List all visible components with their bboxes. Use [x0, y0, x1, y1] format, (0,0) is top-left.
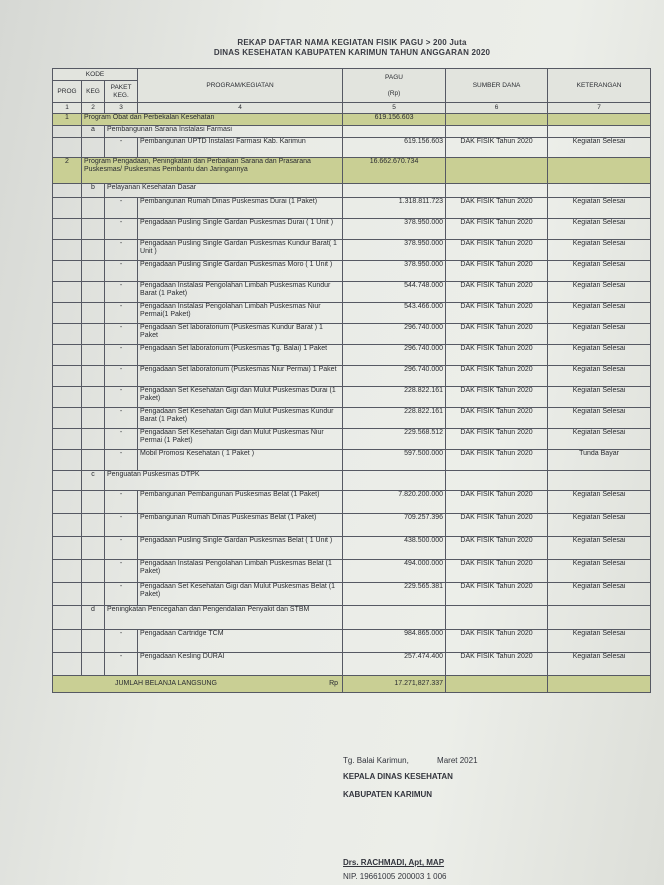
- keg-empty: [82, 387, 105, 408]
- prog-empty: [53, 303, 82, 324]
- program-ket-empty: [548, 158, 651, 184]
- item-pagu: 378.950.000: [343, 219, 446, 240]
- kegiatan-pagu-empty: [343, 184, 446, 198]
- prog-empty: [53, 387, 82, 408]
- prog-code: 2: [53, 158, 82, 184]
- item-sumber-dana: DAK FISIK Tahun 2020: [446, 324, 548, 345]
- item-sumber-dana: DAK FISIK Tahun 2020: [446, 366, 548, 387]
- item-pagu: 619.156.603: [343, 138, 446, 158]
- rekap-body: [53, 114, 651, 676]
- keg-code: b: [82, 184, 105, 198]
- paket-dash: -: [105, 282, 138, 303]
- item-sumber-dana: DAK FISIK Tahun 2020: [446, 240, 548, 261]
- item-keterangan: Kegiatan Selesai: [548, 408, 651, 429]
- item-name: Pengadaan Set Kesehatan Gigi dan Mulut Puskesmas Durai (1 Paket): [138, 387, 343, 408]
- footer-place: Tg. Balai Karimun,: [343, 756, 409, 765]
- header-kode: KODE: [53, 69, 138, 81]
- item-sumber-dana: DAK FISIK Tahun 2020: [446, 138, 548, 158]
- keg-empty: [82, 240, 105, 261]
- item-keterangan: Kegiatan Selesai: [548, 630, 651, 653]
- prog-empty: [53, 429, 82, 450]
- paket-dash: -: [105, 450, 138, 471]
- signatory-nip: NIP. 19661005 200003 1 006: [343, 872, 447, 881]
- total-label-cell: [53, 676, 343, 693]
- table-row: [53, 514, 651, 537]
- item-pagu: 438.500.000: [343, 537, 446, 560]
- item-keterangan: Kegiatan Selesai: [548, 560, 651, 583]
- prog-empty: [53, 240, 82, 261]
- prog-empty: [53, 366, 82, 387]
- header-num-4: 4: [138, 103, 343, 114]
- table-row: [53, 240, 651, 261]
- paket-dash: -: [105, 583, 138, 606]
- kegiatan-name: Pelayanan Kesehatan Dasar: [105, 184, 343, 198]
- program-pagu: 16.662.670.734: [343, 158, 446, 184]
- kegiatan-pagu-empty: [343, 126, 446, 138]
- keg-empty: [82, 653, 105, 676]
- program-sumber-empty: [446, 114, 548, 126]
- program-sumber-empty: [446, 158, 548, 184]
- prog-empty: [53, 514, 82, 537]
- prog-empty: [53, 324, 82, 345]
- table-row: [53, 491, 651, 514]
- header-num-7: 7: [548, 103, 651, 114]
- paket-dash: -: [105, 261, 138, 282]
- prog-empty: [53, 491, 82, 514]
- paket-dash: -: [105, 491, 138, 514]
- item-pagu: 229.568.512: [343, 429, 446, 450]
- footer-position-1: KEPALA DINAS KESEHATAN: [343, 772, 453, 781]
- prog-empty: [53, 261, 82, 282]
- item-pagu: 228.822.161: [343, 387, 446, 408]
- keg-empty: [82, 537, 105, 560]
- footer-position-2: KABUPATEN KARIMUN: [343, 790, 433, 799]
- keg-empty: [82, 429, 105, 450]
- item-name: Pengadaan Kesling DURAI: [138, 653, 343, 676]
- paket-dash: -: [105, 387, 138, 408]
- item-sumber-dana: DAK FISIK Tahun 2020: [446, 198, 548, 219]
- header-keg: KEG: [82, 81, 105, 103]
- header-prog: PROG: [53, 81, 82, 103]
- item-sumber-dana: DAK FISIK Tahun 2020: [446, 653, 548, 676]
- item-name: Pembangunan Rumah Dinas Puskesmas Belat (1 Paket): [138, 514, 343, 537]
- program-row: [53, 158, 651, 184]
- item-keterangan: Kegiatan Selesai: [548, 198, 651, 219]
- prog-empty: [53, 408, 82, 429]
- prog-empty: [53, 282, 82, 303]
- kegiatan-pagu-empty: [343, 606, 446, 630]
- paket-dash: -: [105, 429, 138, 450]
- item-keterangan: Kegiatan Selesai: [548, 138, 651, 158]
- kegiatan-ket-empty: [548, 606, 651, 630]
- item-sumber-dana: DAK FISIK Tahun 2020: [446, 429, 548, 450]
- table-row: [53, 450, 651, 471]
- item-keterangan: Kegiatan Selesai: [548, 583, 651, 606]
- item-sumber-dana: DAK FISIK Tahun 2020: [446, 514, 548, 537]
- program-name: Program Obat dan Perbekalan Kesehatan: [82, 114, 343, 126]
- kegiatan-name: Peningkatan Pencegahan dan Pengendalian Penyakit dan STBM: [105, 606, 343, 630]
- prog-empty: [53, 184, 82, 198]
- kegiatan-ket-empty: [548, 184, 651, 198]
- prog-empty: [53, 653, 82, 676]
- kegiatan-row: [53, 606, 651, 630]
- kegiatan-sumber-empty: [446, 606, 548, 630]
- item-pagu: 378.950.000: [343, 261, 446, 282]
- item-name: Pengadaan Instalasi Pengolahan Limbah Puskesmas Belat (1 Paket): [138, 560, 343, 583]
- item-sumber-dana: DAK FISIK Tahun 2020: [446, 345, 548, 366]
- prog-empty: [53, 138, 82, 158]
- signatory-name: Drs. RACHMADI, Apt, MAP: [343, 858, 445, 867]
- keg-empty: [82, 138, 105, 158]
- item-sumber-dana: DAK FISIK Tahun 2020: [446, 303, 548, 324]
- item-name: Pengadaan Set Kesehatan Gigi dan Mulut Puskesmas Belat (1 Paket): [138, 583, 343, 606]
- item-name: Pengadaan Pusling Single Gardan Puskesmas Durai ( 1 Unit ): [138, 219, 343, 240]
- item-keterangan: Kegiatan Selesai: [548, 491, 651, 514]
- header-paket-keg: PAKET KEG.: [105, 81, 138, 103]
- table-row: [53, 138, 651, 158]
- prog-empty: [53, 630, 82, 653]
- table-row: [53, 219, 651, 240]
- table-row: [53, 630, 651, 653]
- item-keterangan: Kegiatan Selesai: [548, 366, 651, 387]
- paket-dash: -: [105, 653, 138, 676]
- keg-code: c: [82, 471, 105, 491]
- item-name: Pembangunan Rumah Dinas Puskesmas Durai (1 Paket): [138, 198, 343, 219]
- item-name: Pengadaan Pusling Single Gardan Puskesmas Moro ( 1 Unit ): [138, 261, 343, 282]
- item-keterangan: Kegiatan Selesai: [548, 282, 651, 303]
- kegiatan-pagu-empty: [343, 471, 446, 491]
- keg-empty: [82, 219, 105, 240]
- item-pagu: 229.565.381: [343, 583, 446, 606]
- table-row: [53, 261, 651, 282]
- document-title: REKAP DAFTAR NAMA KEGIATAN FISIK PAGU > 200 Juta: [237, 38, 467, 47]
- keg-code: a: [82, 126, 105, 138]
- header-sumber-dana: SUMBER DANA: [446, 69, 548, 103]
- kegiatan-sumber-empty: [446, 126, 548, 138]
- item-sumber-dana: DAK FISIK Tahun 2020: [446, 219, 548, 240]
- item-keterangan: Kegiatan Selesai: [548, 219, 651, 240]
- keg-empty: [82, 630, 105, 653]
- item-sumber-dana: DAK FISIK Tahun 2020: [446, 560, 548, 583]
- header-pagu-label: PAGU: [385, 73, 403, 81]
- item-pagu: 228.822.161: [343, 408, 446, 429]
- paket-dash: -: [105, 219, 138, 240]
- item-keterangan: Kegiatan Selesai: [548, 261, 651, 282]
- prog-empty: [53, 219, 82, 240]
- item-sumber-dana: DAK FISIK Tahun 2020: [446, 261, 548, 282]
- paket-dash: -: [105, 240, 138, 261]
- kegiatan-ket-empty: [548, 471, 651, 491]
- keg-empty: [82, 282, 105, 303]
- item-sumber-dana: DAK FISIK Tahun 2020: [446, 408, 548, 429]
- prog-empty: [53, 537, 82, 560]
- document-subtitle: DINAS KESEHATAN KABUPATEN KARIMUN TAHUN ANGGARAN 2020: [213, 48, 491, 57]
- table-row: [53, 408, 651, 429]
- total-label: JUMLAH BELANJA LANGSUNG: [115, 680, 217, 687]
- prog-empty: [53, 198, 82, 219]
- item-name: Pengadaan Set laboratorium (Puskesmas Kundur Barat ) 1 Paket: [138, 324, 343, 345]
- prog-empty: [53, 345, 82, 366]
- item-sumber-dana: DAK FISIK Tahun 2020: [446, 537, 548, 560]
- total-value: 17.271,827.337: [343, 676, 446, 693]
- header-program-kegiatan: PROGRAM/KEGIATAN: [138, 69, 343, 103]
- table-row: [53, 198, 651, 219]
- item-name: Pengadaan Set laboratorium (Puskesmas Tg. Balai) 1 Paket: [138, 345, 343, 366]
- kegiatan-row: [53, 184, 651, 198]
- keg-empty: [82, 261, 105, 282]
- total-currency: Rp: [329, 680, 339, 687]
- header-pagu: [343, 69, 446, 103]
- table-row: [53, 429, 651, 450]
- table-row: [53, 324, 651, 345]
- keg-empty: [82, 408, 105, 429]
- table-row: [53, 560, 651, 583]
- item-name: Pengadaan Instalasi Pengolahan Limbah Puskesmas Niur Permai(1 Paket): [138, 303, 343, 324]
- item-keterangan: Kegiatan Selesai: [548, 324, 651, 345]
- kegiatan-sumber-empty: [446, 184, 548, 198]
- item-keterangan: Kegiatan Selesai: [548, 387, 651, 408]
- prog-empty: [53, 583, 82, 606]
- table-row: [53, 387, 651, 408]
- item-name: Pengadaan Cartridge TCM: [138, 630, 343, 653]
- item-pagu: 7.820.200.000: [343, 491, 446, 514]
- keg-empty: [82, 583, 105, 606]
- item-pagu: 378.950.000: [343, 240, 446, 261]
- item-name: Pembangunan UPTD Instalasi Farmasi Kab. Karimun: [138, 138, 343, 158]
- item-sumber-dana: DAK FISIK Tahun 2020: [446, 387, 548, 408]
- item-pagu: 709.257.396: [343, 514, 446, 537]
- item-name: Pembangunan Pembangunan Puskesmas Belat (1 Paket): [138, 491, 343, 514]
- item-keterangan: Kegiatan Selesai: [548, 303, 651, 324]
- item-name: Pengadaan Set Kesehatan Gigi dan Mulut Puskesmas Niur Permai (1 Paket): [138, 429, 343, 450]
- program-row: [53, 114, 651, 126]
- keg-empty: [82, 560, 105, 583]
- paket-dash: -: [105, 198, 138, 219]
- keg-empty: [82, 366, 105, 387]
- item-keterangan: Kegiatan Selesai: [548, 345, 651, 366]
- table-row: [53, 583, 651, 606]
- paket-dash: -: [105, 630, 138, 653]
- item-sumber-dana: DAK FISIK Tahun 2020: [446, 630, 548, 653]
- item-name: Pengadaan Set Kesehatan Gigi dan Mulut Puskesmas Kundur Barat (1 Paket): [138, 408, 343, 429]
- paket-dash: -: [105, 514, 138, 537]
- header-keterangan: KETERANGAN: [548, 69, 651, 103]
- item-sumber-dana: DAK FISIK Tahun 2020: [446, 491, 548, 514]
- paket-dash: -: [105, 345, 138, 366]
- item-keterangan: Kegiatan Selesai: [548, 240, 651, 261]
- prog-empty: [53, 606, 82, 630]
- header-num-6: 6: [446, 103, 548, 114]
- item-keterangan: Kegiatan Selesai: [548, 537, 651, 560]
- header-num-1: 1: [53, 103, 82, 114]
- paket-dash: -: [105, 303, 138, 324]
- kegiatan-ket-empty: [548, 126, 651, 138]
- item-sumber-dana: DAK FISIK Tahun 2020: [446, 282, 548, 303]
- item-pagu: 257.474.400: [343, 653, 446, 676]
- item-keterangan: Tunda Bayar: [548, 450, 651, 471]
- footer-place-date: [343, 756, 478, 765]
- program-name: Program Pengadaan, Peningkatan dan Perbaikan Sarana dan Prasarana Puskesmas/ Puskesmas Pembantu dan Jaringannya: [82, 158, 343, 184]
- paket-dash: -: [105, 537, 138, 560]
- kegiatan-row: [53, 471, 651, 491]
- item-name: Pengadaan Pusling Single Gardan Puskesmas Kundur Barat( 1 Unit ): [138, 240, 343, 261]
- table-row: [53, 345, 651, 366]
- paket-dash: -: [105, 138, 138, 158]
- item-name: Pengadaan Pusling Single Gardan Puskesmas Belat ( 1 Unit ): [138, 537, 343, 560]
- kegiatan-name: Pembangunan Sarana Instalasi Farmasi: [105, 126, 343, 138]
- paket-dash: -: [105, 560, 138, 583]
- table-row: [53, 282, 651, 303]
- item-name: Pengadaan Set laboratorium (Puskesmas Niur Permai) 1 Paket: [138, 366, 343, 387]
- paket-dash: -: [105, 408, 138, 429]
- paket-dash: -: [105, 324, 138, 345]
- header-num-2: 2: [82, 103, 105, 114]
- keg-empty: [82, 198, 105, 219]
- header-num-3: 3: [105, 103, 138, 114]
- kegiatan-name: Penguatan Puskesmas DTPK: [105, 471, 343, 491]
- paket-dash: -: [105, 366, 138, 387]
- item-pagu: 1.318.811.723: [343, 198, 446, 219]
- item-sumber-dana: DAK FISIK Tahun 2020: [446, 450, 548, 471]
- item-pagu: 543.466.000: [343, 303, 446, 324]
- item-pagu: 544.748.000: [343, 282, 446, 303]
- table-row: [53, 303, 651, 324]
- keg-empty: [82, 303, 105, 324]
- keg-empty: [82, 450, 105, 471]
- item-keterangan: Kegiatan Selesai: [548, 429, 651, 450]
- header-num-5: 5: [343, 103, 446, 114]
- kegiatan-sumber-empty: [446, 471, 548, 491]
- keg-empty: [82, 345, 105, 366]
- keg-empty: [82, 491, 105, 514]
- table-row: [53, 537, 651, 560]
- footer-month-year: Maret 2021: [437, 756, 478, 765]
- prog-empty: [53, 471, 82, 491]
- rekap-table: [52, 68, 651, 693]
- table-row: [53, 366, 651, 387]
- item-pagu: 296.740.000: [343, 345, 446, 366]
- prog-empty: [53, 126, 82, 138]
- prog-code: 1: [53, 114, 82, 126]
- header-pagu-unit: (Rp): [387, 89, 401, 97]
- item-pagu: 597.500.000: [343, 450, 446, 471]
- item-pagu: 494.000.000: [343, 560, 446, 583]
- item-sumber-dana: DAK FISIK Tahun 2020: [446, 583, 548, 606]
- prog-empty: [53, 560, 82, 583]
- table-row: [53, 653, 651, 676]
- total-empty-ket: [548, 676, 651, 693]
- keg-empty: [82, 324, 105, 345]
- item-keterangan: Kegiatan Selesai: [548, 653, 651, 676]
- item-pagu: 296.740.000: [343, 366, 446, 387]
- item-keterangan: Kegiatan Selesai: [548, 514, 651, 537]
- total-empty-sumber: [446, 676, 548, 693]
- item-pagu: 296.740.000: [343, 324, 446, 345]
- prog-empty: [53, 450, 82, 471]
- keg-empty: [82, 514, 105, 537]
- item-pagu: 984.865.000: [343, 630, 446, 653]
- keg-code: d: [82, 606, 105, 630]
- item-name: Mobil Promosi Kesehatan ( 1 Paket ): [138, 450, 343, 471]
- item-name: Pengadaan Instalasi Pengolahan Limbah Puskesmas Kundur Barat (1 Paket): [138, 282, 343, 303]
- kegiatan-row: [53, 126, 651, 138]
- program-pagu: 619.156.603: [343, 114, 446, 126]
- program-ket-empty: [548, 114, 651, 126]
